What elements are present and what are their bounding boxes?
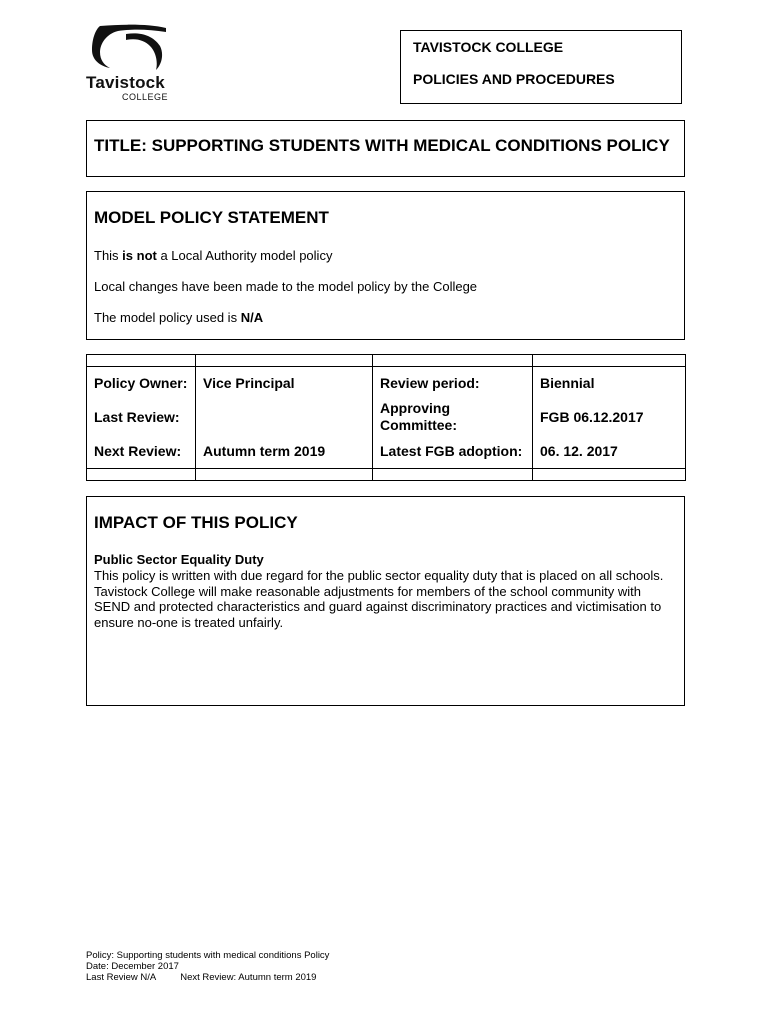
- page-title: TITLE: SUPPORTING STUDENTS WITH MEDICAL CONDITIONS POLICY: [94, 136, 670, 155]
- impact-box: [86, 496, 685, 706]
- footer-next-review: Next Review: Autumn term 2019: [180, 972, 317, 983]
- policy-info-table: [86, 354, 686, 481]
- line1-post: a Local Authority model policy: [156, 248, 333, 263]
- footer-date: Date: December 2017: [86, 961, 179, 972]
- last-review-value: [196, 400, 373, 434]
- line1-bold: is not: [122, 248, 157, 263]
- model-policy-line-1: [94, 248, 332, 263]
- policy-owner-value: Vice Principal: [196, 367, 373, 401]
- impact-subheading: Public Sector Equality Duty: [94, 552, 264, 567]
- approving-committee-value: FGB 06.12.2017: [533, 400, 686, 434]
- latest-fgb-value: 06. 12. 2017: [533, 434, 686, 469]
- model-policy-box: [86, 191, 685, 340]
- logo-subtext: COLLEGE: [122, 92, 169, 102]
- next-review-label: Next Review:: [87, 434, 196, 469]
- policy-owner-label: Policy Owner:: [87, 367, 196, 401]
- approving-committee-label: Approving Committee:: [373, 400, 533, 434]
- page-footer: [86, 950, 329, 983]
- impact-heading: IMPACT OF THIS POLICY: [94, 513, 298, 532]
- table-spacer-bottom: [87, 469, 686, 481]
- line1-pre: This: [94, 248, 123, 263]
- table-row: [87, 434, 686, 469]
- last-review-label: Last Review:: [87, 400, 196, 434]
- model-policy-heading: MODEL POLICY STATEMENT: [94, 208, 329, 227]
- table-row: [87, 367, 686, 401]
- model-policy-line-3: [94, 310, 263, 325]
- latest-fgb-label: Latest FGB adoption:: [373, 434, 533, 469]
- footer-last-review: Last Review N/A: [86, 972, 157, 983]
- table-spacer-top: [87, 355, 686, 367]
- model-policy-line-2: Local changes have been made to the model policy by the College: [94, 279, 478, 294]
- header-college-name: TAVISTOCK COLLEGE: [413, 39, 564, 55]
- footer-policy: Policy: Supporting students with medical conditions Policy: [86, 950, 330, 961]
- line3-pre: The model policy used is: [94, 310, 241, 325]
- logo-mark-icon: [86, 20, 170, 72]
- logo-wordmark: Tavistock: [86, 73, 165, 92]
- header-section: POLICIES AND PROCEDURES: [413, 71, 615, 87]
- tavistock-college-logo: [86, 20, 176, 102]
- review-period-label: Review period:: [373, 367, 533, 401]
- line3-bold: N/A: [240, 310, 264, 325]
- next-review-value: Autumn term 2019: [196, 434, 373, 469]
- table-row: [87, 400, 686, 434]
- header-box: [400, 30, 682, 104]
- footer-review: [86, 972, 329, 983]
- title-box: [86, 120, 685, 177]
- impact-body: This policy is written with due regard for the public sector equality duty that is placed on all schools. Tavistock College will make reasonable adjustments for members of the school community with SEND and protected characteristics and guard against discriminatory practices and victimisation to ensure no-one is treated unfairly.: [94, 568, 664, 630]
- review-period-value: Biennial: [533, 367, 686, 401]
